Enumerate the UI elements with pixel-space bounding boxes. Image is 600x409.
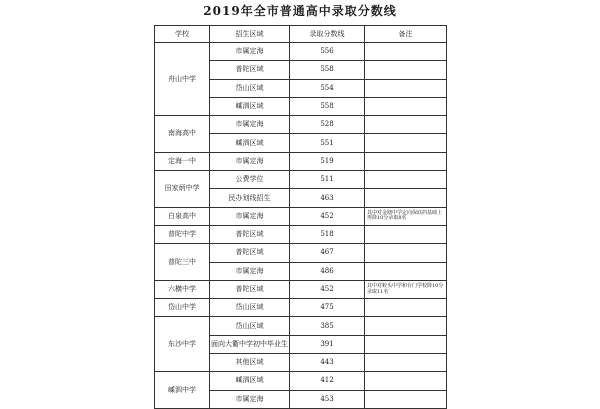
school-cell: 白泉高中: [155, 207, 210, 225]
table-row: [155, 299, 447, 317]
score-cell: 554: [290, 79, 365, 97]
score-cell: 556: [290, 43, 365, 61]
region-cell: 市属定海: [210, 152, 290, 170]
note-cell: [365, 43, 447, 61]
note-cell: [365, 262, 447, 280]
table-row: [155, 43, 447, 61]
table-row: [155, 317, 447, 335]
header-school: 学校: [155, 26, 210, 43]
score-cell: 518: [290, 225, 365, 243]
region-cell: 嵊泗区域: [210, 97, 290, 115]
note-cell: [365, 317, 447, 335]
region-cell: 民办划线招生: [210, 189, 290, 207]
score-cell: 443: [290, 354, 365, 372]
table-row: [155, 225, 447, 243]
score-cell: 385: [290, 317, 365, 335]
table-row: [155, 280, 447, 298]
score-cell: 558: [290, 97, 365, 115]
table-row: [155, 171, 447, 189]
note-cell: [365, 244, 447, 262]
table-row: [155, 244, 447, 262]
score-cell: 486: [290, 262, 365, 280]
table-body: [155, 43, 447, 409]
score-cell: 463: [290, 189, 365, 207]
note-cell: [365, 390, 447, 408]
region-cell: 岱山区域: [210, 79, 290, 97]
school-cell: 普陀三中: [155, 244, 210, 281]
header-note: 备注: [365, 26, 447, 43]
region-cell: 普陀区域: [210, 244, 290, 262]
school-cell: 六横中学: [155, 280, 210, 298]
note-cell: [365, 372, 447, 390]
table-row: [155, 207, 447, 225]
region-cell: 市属定海: [210, 43, 290, 61]
school-cell: 东沙中学: [155, 317, 210, 372]
score-cell: 467: [290, 244, 365, 262]
header-region: 招生区域: [210, 26, 290, 43]
school-cell: 嵊泗中学: [155, 372, 210, 409]
table-row: [155, 116, 447, 134]
score-cell: 391: [290, 335, 365, 353]
note-cell: [365, 134, 447, 152]
score-table: [154, 25, 447, 409]
school-cell: 岱山中学: [155, 299, 210, 317]
school-cell: 南海高中: [155, 116, 210, 153]
note-cell: [365, 79, 447, 97]
note-cell: [365, 225, 447, 243]
score-cell: 551: [290, 134, 365, 152]
score-cell: 519: [290, 152, 365, 170]
score-cell: 412: [290, 372, 365, 390]
score-cell: 528: [290, 116, 365, 134]
region-cell: 普陀区域: [210, 61, 290, 79]
region-cell: 市属定海: [210, 262, 290, 280]
note-cell: 其中对蛟头中学和台门学校降10分录取11名: [365, 280, 447, 298]
region-cell: 面向大衢中学初中毕业生: [210, 335, 290, 353]
note-cell: [365, 335, 447, 353]
school-cell: 田家炳中学: [155, 171, 210, 208]
score-cell: 452: [290, 280, 365, 298]
page-title: 2019年全市普通高中录取分数线: [203, 4, 397, 18]
score-cell: 453: [290, 390, 365, 408]
table-row: [155, 372, 447, 390]
header-score: 录取分数线: [290, 26, 365, 43]
region-cell: 嵊泗区域: [210, 134, 290, 152]
region-cell: 嵊泗区域: [210, 372, 290, 390]
school-cell: 普陀中学: [155, 225, 210, 243]
note-cell: [365, 171, 447, 189]
region-cell: 市属定海: [210, 390, 290, 408]
school-cell: 定海一中: [155, 152, 210, 170]
table-row: [155, 152, 447, 170]
score-cell: 558: [290, 61, 365, 79]
note-cell: [365, 97, 447, 115]
region-cell: 市属定海: [210, 116, 290, 134]
region-cell: 普陀区域: [210, 225, 290, 243]
school-cell: 舟山中学: [155, 43, 210, 116]
score-cell: 475: [290, 299, 365, 317]
note-cell: 其中对金塘中学定向保底的基础上再降10分录取8名: [365, 207, 447, 225]
note-cell: [365, 152, 447, 170]
note-cell: [365, 189, 447, 207]
region-cell: 公费学位: [210, 171, 290, 189]
note-cell: [365, 354, 447, 372]
note-cell: [365, 116, 447, 134]
region-cell: 岱山区域: [210, 299, 290, 317]
region-cell: 普陀区域: [210, 280, 290, 298]
table-header-row: [155, 26, 447, 43]
region-cell: 其他区域: [210, 354, 290, 372]
region-cell: 岱山区域: [210, 317, 290, 335]
score-cell: 511: [290, 171, 365, 189]
note-cell: [365, 299, 447, 317]
note-cell: [365, 61, 447, 79]
region-cell: 市属定海: [210, 207, 290, 225]
score-cell: 452: [290, 207, 365, 225]
